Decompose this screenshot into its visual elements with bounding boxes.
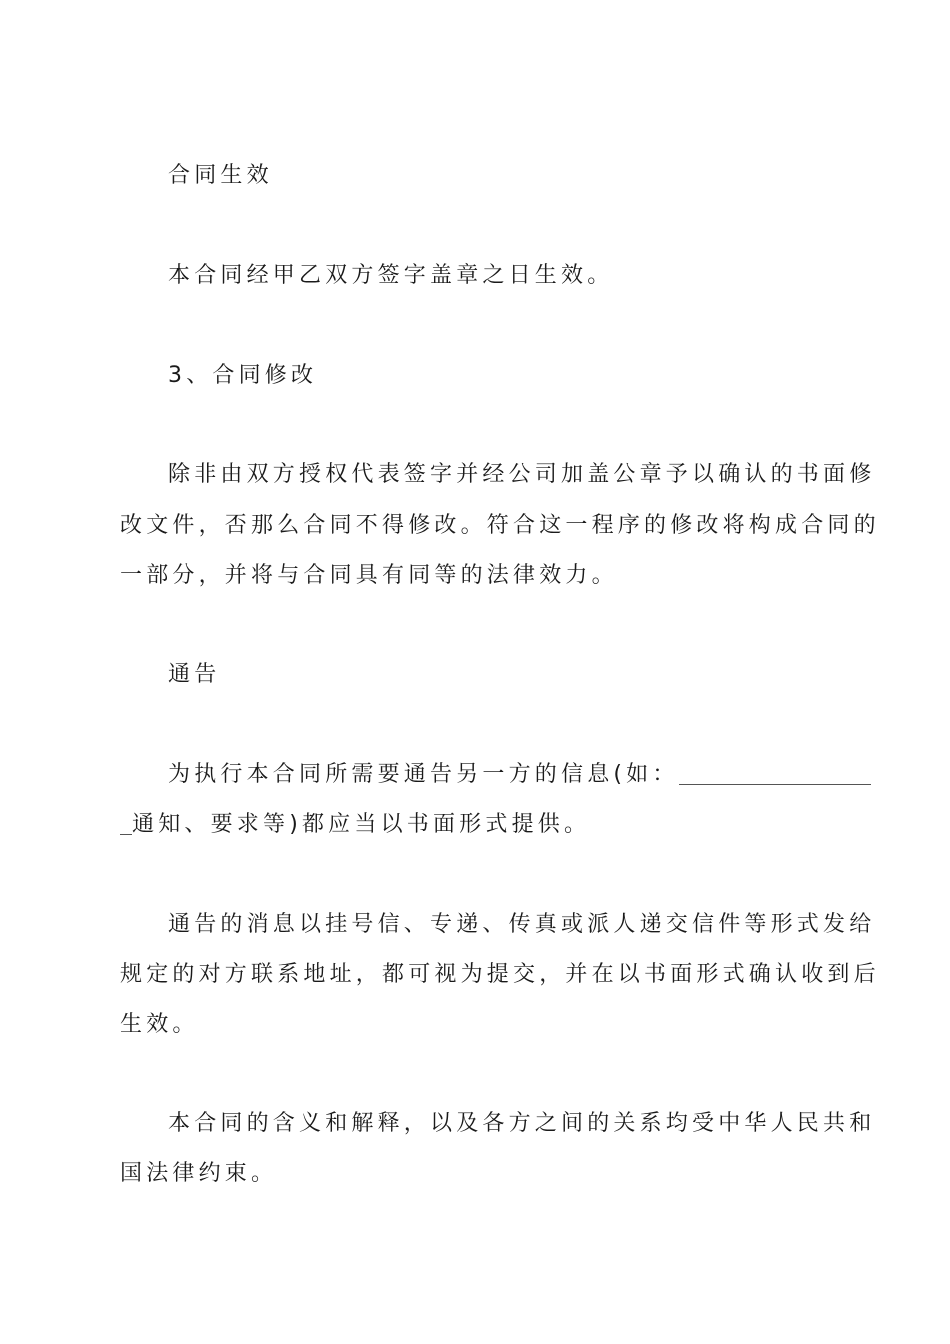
paragraph-notice-delivery-line-2: 规定的对方联系地址，都可视为提交，并在以书面形式确认收到后 xyxy=(120,962,880,987)
paragraph-modification-line-1: 除非由双方授权代表签字并经公司加盖公章予以确认的书面修 xyxy=(168,462,876,487)
paragraph-governing-law-line-1: 本合同的含义和解释，以及各方之间的关系均受中华人民共和 xyxy=(168,1111,876,1136)
paragraph-notice-delivery-line-1: 通告的消息以挂号信、专递、传真或派人递交信件等形式发给 xyxy=(168,912,876,937)
fill-in-blank xyxy=(679,762,871,785)
paragraph-governing-law-line-2: 国法律约束。 xyxy=(120,1161,278,1186)
heading-notice: 通告 xyxy=(168,662,221,687)
paragraph-modification-line-2: 改文件，否那么合同不得修改。符合这一程序的修改将构成合同的 xyxy=(120,513,880,538)
paragraph-modification-line-3: 一部分，并将与合同具有同等的法律效力。 xyxy=(120,563,618,588)
paragraph-notice-line-2 xyxy=(120,810,832,840)
notice-line-2-text: 通知、要求等)都应当以书面形式提供。 xyxy=(132,812,591,837)
paragraph-notice-delivery-line-3: 生效。 xyxy=(120,1012,199,1037)
heading-contract-modification: 3、合同修改 xyxy=(168,363,318,388)
paragraph-notice-line-1 xyxy=(168,760,832,790)
heading-contract-effect: 合同生效 xyxy=(168,163,273,188)
fill-in-blank-continued xyxy=(120,812,132,835)
paragraph-contract-effect: 本合同经甲乙双方签字盖章之日生效。 xyxy=(168,263,614,288)
notice-line-1-text: 为执行本合同所需要通告另一方的信息(如： xyxy=(168,762,679,787)
